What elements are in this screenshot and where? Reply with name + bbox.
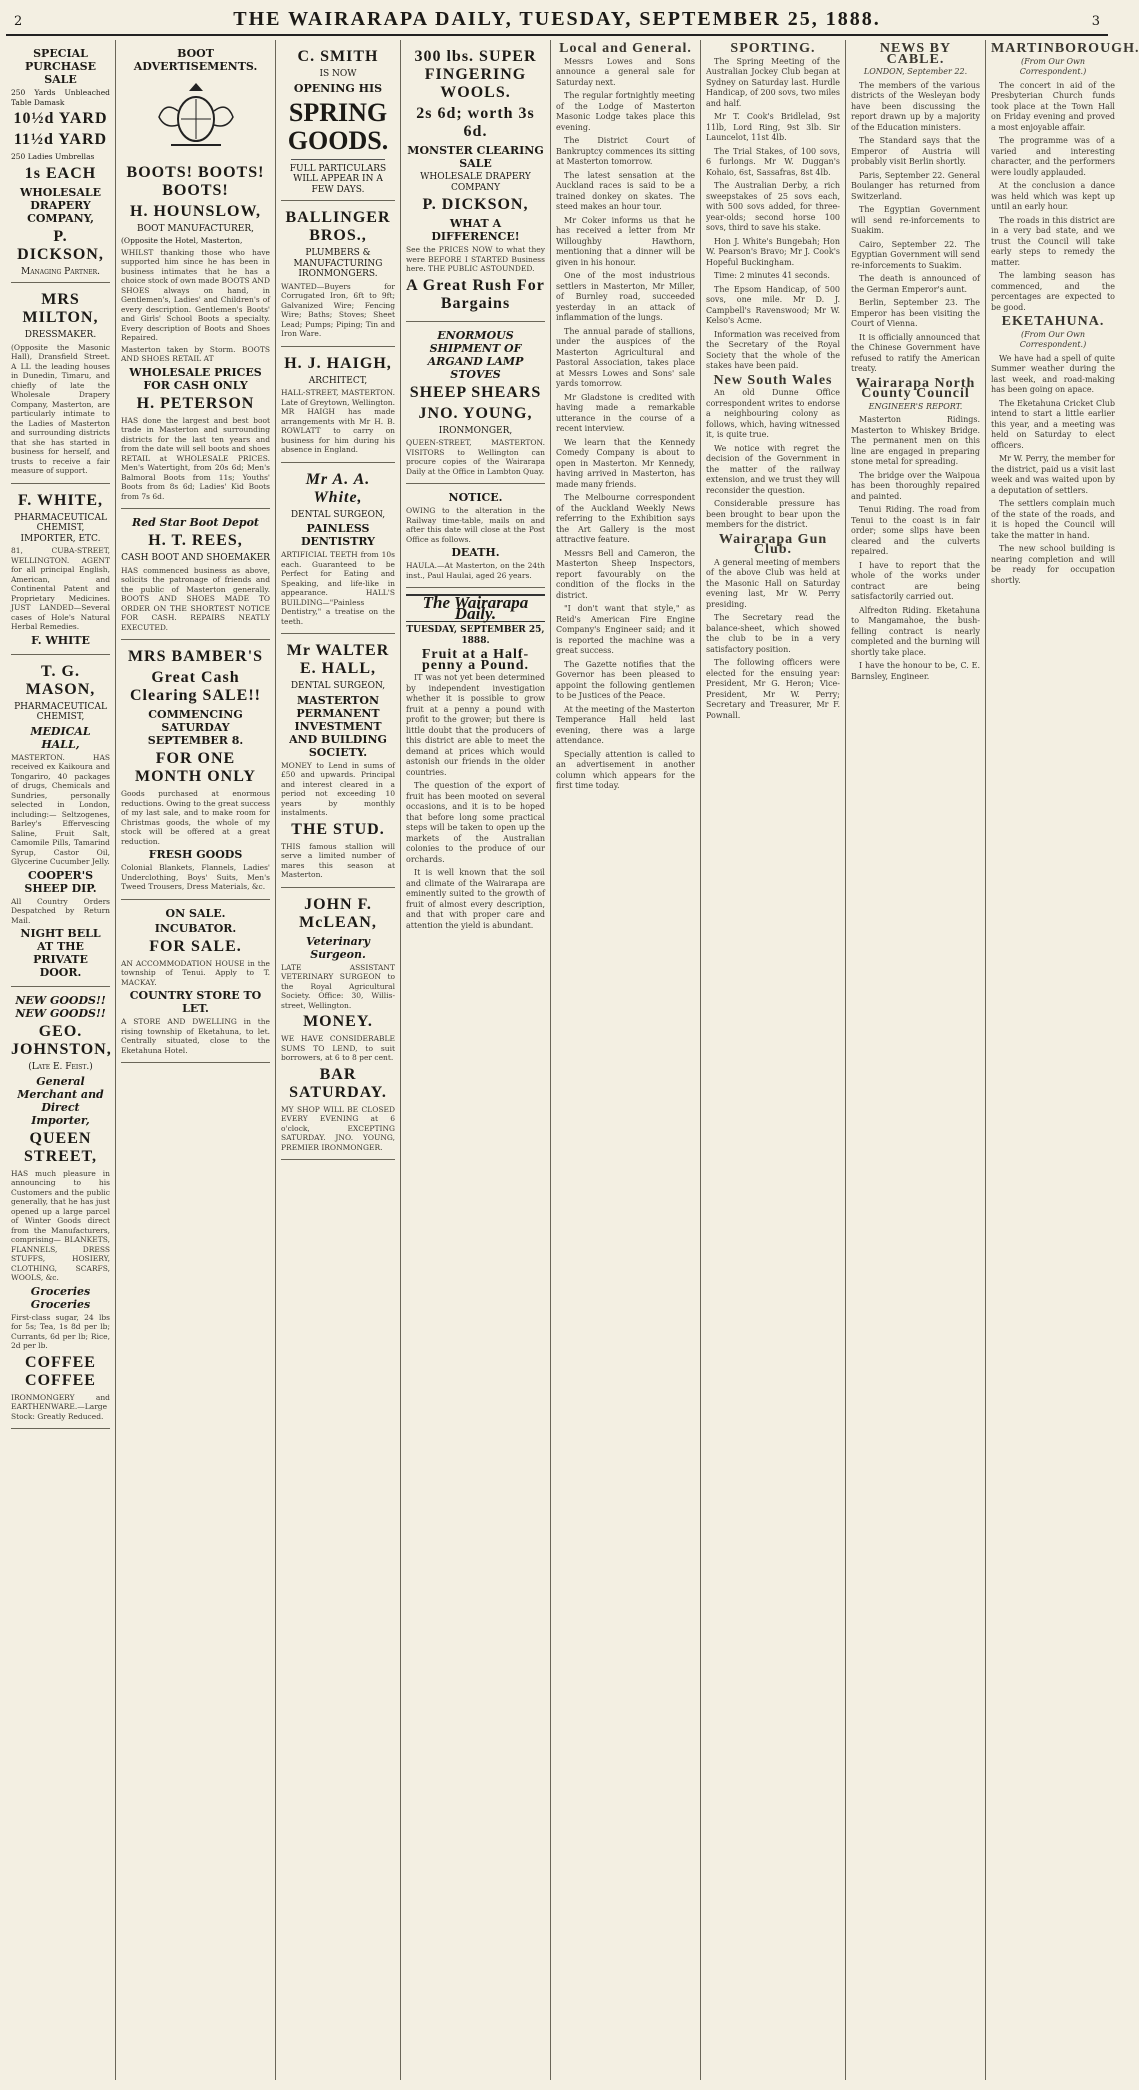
local-general-title: Local and General. xyxy=(559,41,692,56)
page-number: 2 xyxy=(14,14,23,29)
engineer-report: ENGINEER'S REPORT. xyxy=(868,401,963,411)
johnston-ad: NEW GOODS!! NEW GOODS!! GEO. JOHNSTON, (Late E. Feist.) General Merchant and Direct Importer, QUEEN STREET, HAS much pleasure in announcing to his Customers and the public generally, that he has just opened up a large parcel of Winter Goods direct from the Manufacturers, comprising— BLANKETS, FLANNELS, DRESS STUFFS, HOSIERY, CLOTHING, SCARFS, WOOLS, &c. Groceries Groceries First-class sugar, 24 lbs for 5s; Tea, 1s 8d per lb; Currants, 6d per lb; Rice, 2d per lb. COFFEE COFFEE IRONMONGERY and EARTHENWARE.—Large Stock: Greatly Reduced. xyxy=(11,987,110,1429)
cable-dateline: LONDON, September 22. xyxy=(863,67,968,76)
martinborough-title: MARTINBOROUGH. xyxy=(991,41,1139,56)
ballinger-ad: BALLINGER BROS., PLUMBERS & MANUFACTURING IRONMONGERS. WANTED—Buyers for Corrugated Iron, 6ft to 9ft; Galvanized Wire; Fencing Wire; Baths; Stoves; Sheet Lead; Pumps; Piping; Tin and Iron Ware. xyxy=(281,201,395,347)
column-8: MARTINBOROUGH. (From Our Own Correspondent.) The concert in aid of the Presbyterian Church funds took place at the Town Hall on Friday evening and proved a most enjoyable affair. The programme was of a varied and interesting character, and the performers were loudly applauded. At the conclusion a dance was held which was kept up until an early hour. The roads in this district are in a very bad state, and we trust the Council will take early steps to remedy the matter. The lambing season has commenced, and the percentages are expected to be good. EKETAHUNA. (From Our Own Correspondent.) We have had a spell of quite Summer weather during the last week, and road-making has been going on apace. The Eketahuna Cricket Club intend to start a little earlier this year, and a meeting was held on Saturday to elect officers. Mr W. Perry, the member for the district, paid us a visit last week and was waited upon by a deputation of settlers. The settlers complain much of the state of the roads, and it is hoped the Council will take the matter in hand. The new school building is nearing completion and will be ready for occupation shortly. xyxy=(991,41,1139,585)
milton-ad: MRS MILTON, DRESSMAKER. (Opposite the Masonic Hall), Dransfield Street. A LL the leading houses in Dunedin, Timaru, and chiefly of late the Wholesale Drapery Company, Masterton, are particularly intimate to the Ladies of Masterton and surrounding districts that she has started in business for herself, and trusts to receive a fair measure of support. xyxy=(11,283,110,484)
notice-ad: NOTICE. OWING to the alteration in the Railway time-table, mails on and after this date will close at the Post Office as follows. DEATH. HAULA.—At Masterton, on the 24th inst., Paul Haulai, aged 26 years. xyxy=(406,484,545,588)
vet-ad: JOHN F. McLEAN, Veterinary Surgeon. LATE ASSISTANT VETERINARY SURGEON to the Royal Agricultural Society. Office: 30, Willis-street, Wellington. MONEY. WE HAVE CONSIDERABLE SUMS TO LEND, to suit borrowers, at 6 to 8 per cent. BAR SATURDAY. MY SHOP WILL BE CLOSED EVERY EVENING at 6 o'clock, EXCEPTING SATURDAY. JNO. YOUNG, PREMIER IRONMONGER. xyxy=(281,888,395,1161)
bamber-ad: MRS BAMBER'S Great Cash Clearing SALE!! COMMENCING SATURDAY SEPTEMBER 8. FOR ONE MONTH ONLY Goods purchased at enormous reductions. Owing to the great success of my last sale, and to make room for Christmas goods, the whole of my stock will be offered at a great reduction. FRESH GOODS Colonial Blankets, Flannels, Ladies' Underclothing, Boys' Suits, Men's Tweed Trousers, Dress Materials, &c. xyxy=(121,640,270,900)
rees-ad: Red Star Boot Depot H. T. REES, CASH BOOT AND SHOEMAKER HAS commenced business as above, solicits the patronage of friends and the public of Masterton generally. BOOTS AND SHOES MADE TO ORDER ON THE SHORTEST NOTICE FOR CASH. REPAIRS NEATLY EXECUTED. xyxy=(121,509,270,640)
column-2 xyxy=(116,40,276,2080)
haigh-ad: H. J. HAIGH, ARCHITECT, HALL-STREET, MASTERTON. Late of Greytown, Wellington. MR HAIGH has made arrangements with Mr H. B. ROWLATT to carry on business for him during his absence in England. xyxy=(281,347,395,463)
council-title: Wairarapa North County Council xyxy=(855,375,976,401)
column-4 xyxy=(401,40,551,2080)
sale-ad: ON SALE. INCUBATOR. FOR SALE. AN ACCOMMODATION HOUSE in the township of Tenui. Apply to T. MACKAY. COUNTRY STORE TO LET. A STORE AND DWELLING in the rising township of Eketahuna, to let. Centrally situated, close to the Eketahuna Hotel. xyxy=(121,900,270,1064)
right-number: 3 xyxy=(1091,14,1100,29)
column-7: NEWS BY CABLE. LONDON, September 22. The members of the various districts of the Wesleyan body have been discussing the report drawn up by a majority of the Education ministers. The Standard says that the Emperor of Austria will probably visit Berlin shortly. Paris, September 22. General Boulanger has returned from Switzerland. The Egyptian Government will send re-inforcements to Suakim. Cairo, September 22. The Egyptian Government will send re-inforcements to Suakim. The death is announced of the German Emperor's aunt. Berlin, September 23. The Emperor has been visiting the Court of Vienna. It is officially announced that the Chinese Government have refused to ratify the American treaty. Wairarapa North County Council ENGINEER'S REPORT. Masterton Ridings. Masterton to Whiskey Bridge. The permanent men on this line are engaged in preparing stone metal for spreading. The bridge over the Waipoua has been thoroughly repaired and painted. Tenui Riding. The road from Tenui to the coast is in fair order; some slips have been cleared and the culverts repaired. I have to report that the whole of the works under contract are being satisfactorily carried out. Alfredton Riding. Eketahuna to Mangamahoe, the bush-felling contract is nearly completed and the burning will shortly take place. I have the honour to be, C. E. Barnsley, Engineer. xyxy=(846,40,986,2080)
hall-dentist-ad: Mr WALTER E. HALL, DENTAL SURGEON, MASTERTON PERMANENT INVESTMENT AND BUILDING SOCIETY. MONEY to Lend in sums of £50 and upwards. Principal and interest cleared in a period not exceeding 10 years by monthly instalments. THE STUD. THIS famous stallion will serve a limited number of mares this season at Masterton. xyxy=(281,634,395,888)
mason-ad: T. G. MASON, PHARMACEUTICAL CHEMIST, MEDICAL HALL, MASTERTON. HAS received ex Kaikoura and Tongariro, 40 packages of drugs, Chemicals and Sundries, personally selected in London, including:— Seltzogenes, Barley's Effervescing Saline, Fruit Salt, Camomile Pills, Tamarind Syrup, Castor Oil, Glycerine Cucumber Jelly. COOPER'S SHEEP DIP. All Country Orders Despatched by Return Mail. NIGHT BELL AT THE PRIVATE DOOR. xyxy=(11,655,110,988)
cable-news-title: NEWS BY CABLE. xyxy=(879,41,952,67)
newspaper-title: THE WAIRARAPA DAILY, TUESDAY, SEPTEMBER 25, 1888. xyxy=(233,8,881,30)
article-body: IT was not yet been determined by independent investigation whether it is possible to grow fruit at a penny a pound with profit to the grower; but there is little doubt that the producers of this district are able to meet the demand at prices which would astonish our friends in the older countries. The question of the export of fruit has been mooted on several occasions, and it is to be hoped that before long some practical steps will be taken to open up the markets of the Australian colonies to the produce of our orchards. It is well known that the soil and climate of the Wairarapa are eminently suited to the growth of fruit of almost every description, and that with proper care and attention the yield is abundant. xyxy=(406,673,545,930)
royal-crest-icon xyxy=(151,81,241,151)
masthead xyxy=(6,4,1108,36)
smith-spring-ad: C. SMITH IS NOW OPENING HIS SPRING GOODS. FULL PARTICULARS WILL APPEAR IN A FEW DAYS. xyxy=(281,40,395,201)
nsw-title: New South Wales xyxy=(713,372,833,388)
column-3 xyxy=(276,40,401,2080)
young-ad: ENORMOUS SHIPMENT OF ARGAND LAMP STOVES SHEEP SHEARS JNO. YOUNG, IRONMONGER, QUEEN-STREET, MASTERTON. VISITORS to Wellington can procure copies of the Wairarapa Daily at the Office in Lambton Quay. xyxy=(406,322,545,485)
eketahuna-correspondent: (From Our Own Correspondent.) xyxy=(1019,329,1087,349)
column-5: Local and General. Messrs Lowes and Sons announce a general sale for Saturday next. The regular fortnightly meeting of the Lodge of Masterton Masonic Lodge takes place this evening. The District Court of Bankruptcy commences its sitting at Masterton tomorrow. The latest sensation at the Auckland races is said to be a trained donkey on skates. The steed makes an hour tour. Mr Coker informs us that he has received a letter from Mr Willoughby Hawthorn, mentioning that a dinner will be given in his honour. One of the most industrious settlers in Masterton, Mr Miller, of Burnley road, succeeded yesterday in an attack of inflammation of the lungs. The annual parade of stallions, under the auspices of the Masterton Agricultural and Pastoral Association, takes place at Messrs Lowes and Sons' sale yards tomorrow. Mr Gladstone is credited with having made a remarkable utterance in the course of a recent interview. We learn that the Kennedy Comedy Company is about to open in Masterton. Mr Kennedy, having arrived in Masterton, has made many friends. The Melbourne correspondent of the Auckland Weekly News referring to the Exhibition says the Art Gallery is the most attractive feature. Messrs Bell and Cameron, the Masterton Sheep Inspectors, report favourably on the condition of the flocks in the district. "I don't want that style," as Reid's American Fire Engine Company's Engineer said; and it is reported the machine was a great success. The Gazette notifies that the Governor has been pleased to appoint the following gentlemen to be Justices of the Peace. At the meeting of the Masterton Temperance Hall held last evening, there was a large attendance. Specially attention is called to an advertisement in another column which appears for the first time today. xyxy=(551,40,701,2080)
column-6: SPORTING. The Spring Meeting of the Australian Jockey Club began at Sydney on Saturday last. Hurdle Handicap, of 200 sovs, two miles and half. Mr T. Cook's Bridlelad, 9st 11lb, Lord Ring, 9st 3lb. Sir Launcelot, 11st 4lb. The Trial Stakes, of 100 sovs, 6 furlongs. Mr W. Duggan's Kohaio, 6st, Sassafras, 8st 4lb. The Australian Derby, a rich sweepstakes of 25 sovs each, with 500 sovs added, for three-year-olds; second horse 100 sovs, third to save his stake. Hon J. White's Bungebah; Hon W. Pearson's Bravo; Mr J. Cook's Hopeful Buckingham. Time: 2 minutes 41 seconds. The Epsom Handicap, of 500 sovs, one mile. Mr D. J. Campbell's Ravenswood; Mr W. Kelso's Acme. Information was received from the Secretary of the Royal Society that the whole of the stakes have been paid. New South Wales An old Dunne Office correspondent writes to endorse a neighbouring colony as follows, which, having witnessed it, is quite true. We notice with regret the decision of the Government in the matter of the railway extension, and we trust they will reconsider the question. Considerable pressure has been brought to bear upon the members for the district. Wairarapa Gun Club. A general meeting of members of the above Club was held at the Masonic Hall on Saturday evening last, Mr W. Perry presiding. The Secretary read the balance-sheet, which showed the club to be in a very satisfactory position. The following officers were elected for the ensuing year: President, Mr G. Heron; Vice-President, Mr W. Perry; Secretary and Treasurer, Mr F. Pownall. xyxy=(701,40,846,2080)
martinborough-correspondent: (From Our Own Correspondent.) xyxy=(1019,56,1087,76)
sporting-title: SPORTING. xyxy=(730,41,816,56)
article-title: Fruit at a Half-penny a Pound. xyxy=(421,647,530,673)
wools-ad: 300 lbs. SUPER FINGERING WOOLS. 2s 6d; worth 3s 6d. MONSTER CLEARING SALE WHOLESALE DRAPERY COMPANY P. DICKSON, WHAT A DIFFERENCE! See the PRICES NOW to what they were BEFORE I STARTED Business here. THE PUBLIC ASTOUNDED. A Great Rush For Bargains xyxy=(406,40,545,322)
column-1 xyxy=(6,40,116,2080)
white-ad: F. WHITE, PHARMACEUTICAL CHEMIST, IMPORTER, ETC. 81, CUBA-STREET, WELLINGTON. AGENT for all principal English, American, and Continental Patent and Proprietary Medicines. JUST LANDED—Several cases of Hole's Natural Herbal Remedies. F. WHITE xyxy=(11,484,110,655)
editorial-date: TUESDAY, SEPTEMBER 25, 1888. xyxy=(406,625,545,646)
editorial-masthead: The Wairarapa Daily. xyxy=(406,594,545,622)
gun-club-title: Wairarapa Gun Club. xyxy=(718,531,828,557)
boot-ads-header: BOOT ADVERTISEMENTS. BOOTS! BOOTS! BOOTS! H. HOUNSLOW, BOOT MANUFACTURER, (Opposite the Hotel, Masterton, WHILST thanking those who have supported him since he has been in business intimates that he has a choice stock of own made BOOTS AND SHOES always on hand, in Gentlemen's, Ladies' and Children's of every description. Gentlemen's Boots' and Girls' School Boots a specialty. Every description of Boots and Shoes Repaired. Masterton taken by Storm. BOOTS AND SHOES RETAIL AT WHOLESALE PRICES FOR CASH ONLY H. PETERSON HAS done the largest and best boot trade in Masterton and surrounding districts for the last ten years and from the date will sell boots and shoes RETAIL at WHOLESALE PRICES. Men's Watertight, from 20s 6d; Men's Balmoral Boots from 11s; Youths' Boots from 8s 6d; Ladies' Kid Boots from 7s 6d. xyxy=(121,40,270,509)
white-dentist-ad: Mr A. A. White, DENTAL SURGEON, PAINLESS DENTISTRY ARTIFICIAL TEETH from 10s each. Guaranteed to be Perfect for Eating and Speaking, and life-like in appearance. HALL'S BUILDING—"Painless Dentistry," a treatise on the teeth. xyxy=(281,463,395,635)
eketahuna-title: EKETAHUNA. xyxy=(1001,314,1105,329)
special-purchase-ad: SPECIAL PURCHASE SALE 250 Yards Unbleached Table Damask 10½d YARD 11½d YARD 250 Ladies Umbrellas 1s EACH WHOLESALE DRAPERY COMPANY, P. DICKSON, Managing Partner. xyxy=(11,40,110,283)
